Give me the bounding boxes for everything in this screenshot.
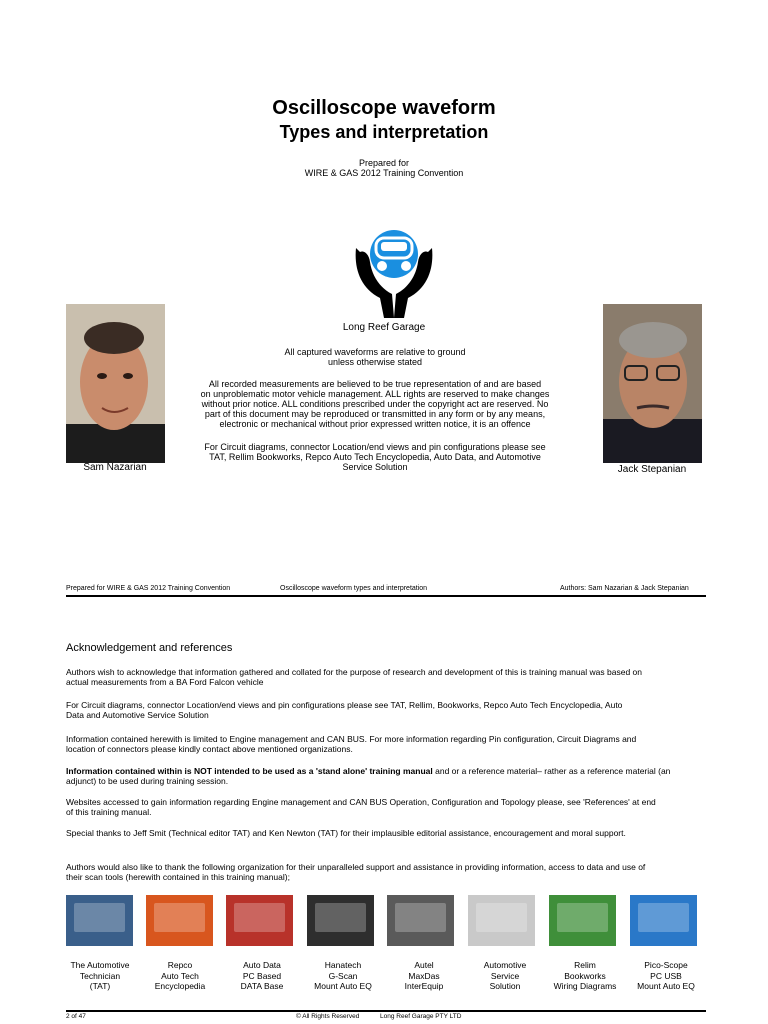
sponsor-thumbnail (146, 895, 213, 946)
sponsor-thumbnail (387, 895, 454, 946)
ack-line: of this training manual. (66, 807, 152, 817)
sponsor-label-line: DATA Base (240, 981, 284, 991)
rights-note (190, 379, 560, 429)
ground-note (195, 347, 555, 367)
rights-line: without prior notice. ALL conditions prescribed under the copyright act are reserved. No (201, 399, 549, 409)
ack-paragraph-1 (66, 667, 702, 687)
ack-line: For Circuit diagrams, connector Location/end views and pin configurations please see TAT, Rellim, Bookworks, Repco Auto Tech Encyclopedia, Auto (66, 700, 623, 710)
ack-paragraph-3 (66, 734, 702, 754)
sponsor-label-line: Bookworks (564, 970, 606, 981)
ack-line: Authors wish to acknowledge that information gathered and collated for the purpose of research and development of this is training manual was based on (66, 667, 642, 677)
sponsor-thumbnail (66, 895, 133, 946)
ground-note-line2: unless otherwise stated (327, 357, 423, 367)
ack-line: Data and Automotive Service Solution (66, 710, 209, 720)
sponsor-label (381, 960, 467, 992)
sponsor-label (300, 960, 386, 992)
rights-line: part of this document may be reproduced or transmitted in any form or by any means, (204, 409, 546, 419)
ground-note-line1: All captured waveforms are relative to ground (284, 347, 466, 357)
long-reef-garage-logo (350, 228, 438, 320)
sponsor-label-line: (TAT) (89, 981, 111, 991)
sponsor-thumbnail-detail (315, 903, 366, 932)
rights-line: on unproblematic motor vehicle management. ALL rights are reserved to make changes (200, 389, 550, 399)
sponsor-label-line: Repco (167, 960, 193, 970)
sponsor-label-line: Hanatech (324, 960, 362, 970)
author-name-left: Sam Nazarian (83, 462, 147, 473)
circuit-line: Service Solution (342, 462, 408, 472)
sponsor-thumbnail-detail (154, 903, 205, 932)
author-photo-right (603, 304, 702, 463)
sponsor-label-line: Technician (79, 970, 121, 981)
document-title: Oscilloscope waveform (272, 97, 496, 119)
sponsor-thumbnail-detail (638, 903, 689, 932)
copyright: © All Rights Reserved (296, 1013, 360, 1020)
circuit-note (190, 442, 560, 472)
sponsor-label-line: Autel (414, 960, 434, 970)
sponsor-label-line: Pico-Scope (644, 960, 688, 970)
author-photo-left (66, 304, 165, 463)
author-name-right: Jack Stepanian (617, 464, 687, 475)
sponsor-label-line: Relim (574, 960, 596, 970)
sponsor-label (462, 960, 548, 992)
prepared-line1: Prepared for (358, 158, 410, 168)
sponsor-label-line: MaxDas (408, 970, 440, 981)
header-center: Oscilloscope waveform types and interpretation (280, 585, 428, 592)
ack-paragraph-4 (66, 766, 702, 786)
ack-title: Acknowledgement and references (66, 642, 233, 654)
ack-line: Information contained herewith is limited to Engine management and CAN BUS. For more information regarding Pin configuration, Circuit Diagrams and (66, 734, 637, 744)
ack-paragraph-7 (66, 862, 702, 882)
ack-line-rest: and or a reference material– rather as a reference material (an (432, 766, 671, 776)
prepared-for (0, 158, 768, 178)
sponsor-label-line: G-Scan (328, 970, 358, 981)
sponsor-label-line: Auto Tech (161, 970, 199, 981)
sponsor-label (137, 960, 223, 992)
sponsor-label-line: InterEquip (404, 981, 444, 991)
circuit-line: TAT, Rellim Bookworks, Repco Auto Tech Encyclopedia, Auto Data, and Automotive (209, 452, 541, 462)
sponsor-label-line: Mount Auto EQ (314, 981, 372, 991)
sponsor-label-line: Solution (489, 981, 521, 991)
sponsor-thumbnail (630, 895, 697, 946)
ack-line (66, 766, 702, 776)
sponsor-label-line: Auto Data (243, 960, 281, 970)
header-right: Authors: Sam Nazarian & Jack Stepanian (560, 585, 689, 592)
ack-bold-warning: Information contained within is NOT intended to be used as a 'stand alone' training manual (66, 766, 433, 776)
sponsor-label (542, 960, 628, 992)
sponsor-thumbnail-detail (234, 903, 285, 932)
ack-line: actual measurements from a BA Ford Falcon vehicle (66, 677, 264, 687)
sponsor-thumbnail-detail (74, 903, 125, 932)
prepared-line2: WIRE & GAS 2012 Training Convention (304, 168, 464, 178)
header-rule (66, 595, 706, 597)
footer-rule (66, 1010, 706, 1012)
ack-line: Special thanks to Jeff Smit (Technical editor TAT) and Ken Newton (TAT) for their implausible editorial assistance, encouragement and moral support. (66, 828, 626, 838)
ack-line: their scan tools (herewith contained in this training manual); (66, 872, 290, 882)
sponsor-label-line: Automotive (483, 960, 527, 970)
ack-line: Authors would also like to thank the following organization for their unparalleled support and assistance in providing information, access to data and use of (66, 862, 646, 872)
sponsor-thumbnail (549, 895, 616, 946)
header-left: Prepared for WIRE & GAS 2012 Training Convention (66, 585, 231, 592)
page-number: 2 of 47 (66, 1013, 86, 1020)
sponsor-label (623, 960, 709, 992)
sponsor-thumbnail-detail (395, 903, 446, 932)
sponsor-thumbnail-detail (476, 903, 527, 932)
ack-line: location of connectors please kindly contact above mentioned organizations. (66, 744, 353, 754)
ack-paragraph-6 (66, 828, 702, 838)
ack-paragraph-5 (66, 797, 702, 817)
ack-line: Websites accessed to gain information regarding Engine management and CAN BUS Operation, Configuration and Topology please, see 'References' at end (66, 797, 656, 807)
sponsor-label-line: Mount Auto EQ (637, 981, 695, 991)
sponsor-label-line: Wiring Diagrams (553, 981, 617, 991)
sponsor-thumbnail (468, 895, 535, 946)
sponsor-label-line: PC Based (242, 970, 282, 981)
sponsor-thumbnail-detail (557, 903, 608, 932)
ack-line: adjunct) to be used during training session. (66, 776, 229, 786)
sponsor-label-line: PC USB (650, 970, 682, 981)
sponsor-label-line: Service (490, 970, 520, 981)
sponsor-label (219, 960, 305, 992)
circuit-line: For Circuit diagrams, connector Location/end views and pin configurations please see (204, 442, 546, 452)
sponsor-thumbnail (226, 895, 293, 946)
company-name: Long Reef Garage PTY LTD (380, 1013, 462, 1020)
sponsor-thumbnail (307, 895, 374, 946)
sponsor-label-line: The Automotive (70, 960, 130, 970)
logo-label: Long Reef Garage (342, 322, 426, 333)
rights-line: All recorded measurements are believed to be true representation of and are based (208, 379, 542, 389)
document-subtitle: Types and interpretation (279, 122, 489, 142)
sponsor-label-line: Encyclopedia (154, 981, 206, 991)
rights-line: electronic or mechanical without prior expressed written notice, it is an offence (219, 419, 531, 429)
ack-paragraph-2 (66, 700, 702, 720)
sponsor-label (57, 960, 143, 992)
